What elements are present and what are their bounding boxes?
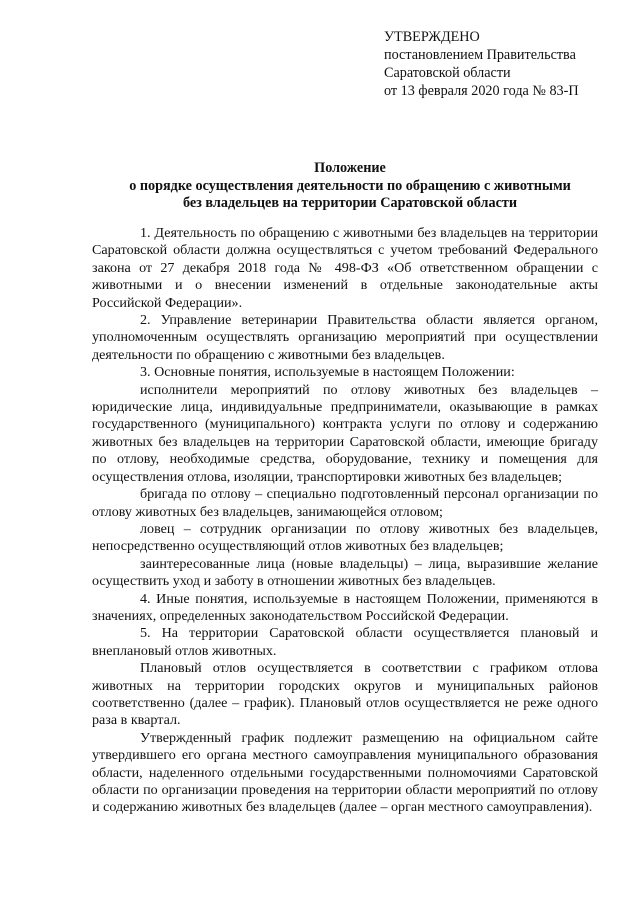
approval-line: Саратовской области: [384, 65, 511, 81]
paragraph: 2. Управление ветеринарии Правительства области является органом, уполномоченным осуществлять организацию мероприятий при осуществлении деятельности по обращению с животными без владельцев.: [92, 312, 598, 363]
title-line: Положение: [314, 160, 386, 176]
paragraph: 4. Иные понятия, используемые в настоящем Положении, применяются в значениях, определенных законодательством Российской Федерации.: [92, 590, 598, 624]
document-body: [92, 225, 598, 817]
paragraph: Плановый отлов осуществляется в соответствии с графиком отлова животных на территории городских округов и муниципальных районов соответственно (далее – график). Плановый отлов осуществляется не реже одного раза в квартал.: [92, 660, 598, 729]
document-title: [60, 160, 640, 213]
approval-line: постановлением Правительства: [384, 47, 576, 63]
approval-title: УТВЕРЖДЕНО: [384, 29, 480, 45]
paragraph: бригада по отлову – специально подготовленный персонал организации по отлову животных без владельцев, занимающейся отловом;: [92, 486, 598, 520]
approval-line: от 13 февраля 2020 года № 83-П: [384, 83, 579, 99]
paragraph: Утвержденный график подлежит размещению на официальном сайте утвердившего его органа местного самоуправления муниципального образования области, наделенного отдельными государственными полномочиями Саратовской области по организации проведения на территории области мероприятий по отлову и содержанию животных без владельцев (далее – орган местного самоуправления).: [92, 729, 598, 816]
title-line: о порядке осуществления деятельности по обращению с животными: [129, 177, 571, 194]
title-line: без владельцев на территории Саратовской области: [182, 195, 518, 211]
paragraph: 1. Деятельность по обращению с животными без владельцев на территории Саратовской области должна осуществляться с учетом требований Федерального закона от 27 декабря 2018 года № 498-ФЗ «Об ответственном обращении с животными и о внесении изменений в отдельные законодательные акты Российской Федерации».: [92, 225, 598, 311]
paragraph: заинтересованные лица (новые владельцы) – лица, выразившие желание осуществить уход и заботу в отношении животных без владельцев.: [92, 555, 598, 590]
paragraph: ловец – сотрудник организации по отлову животных без владельцев, непосредственно осуществляющий отлов животных без владельцев;: [92, 520, 598, 555]
approval-stamp: [384, 28, 579, 100]
paragraph: исполнители мероприятий по отлову животных без владельцев – юридические лица, индивидуальные предприниматели, оказывающие в рамках государственного (муниципального) контракта услуги по отлову и содержанию животных без владельцев на территории Саратовской области, имеющие бригаду по отлову, необходимые средства, оборудование, технику и помещения для осуществления отлова, изоляции, транспортировки животных без владельцев;: [92, 381, 598, 485]
paragraph: 3. Основные понятия, используемые в настоящем Положении:: [140, 364, 515, 381]
paragraph: 5. На территории Саратовской области осуществляется плановый и внеплановый отлов животных.: [92, 625, 598, 659]
